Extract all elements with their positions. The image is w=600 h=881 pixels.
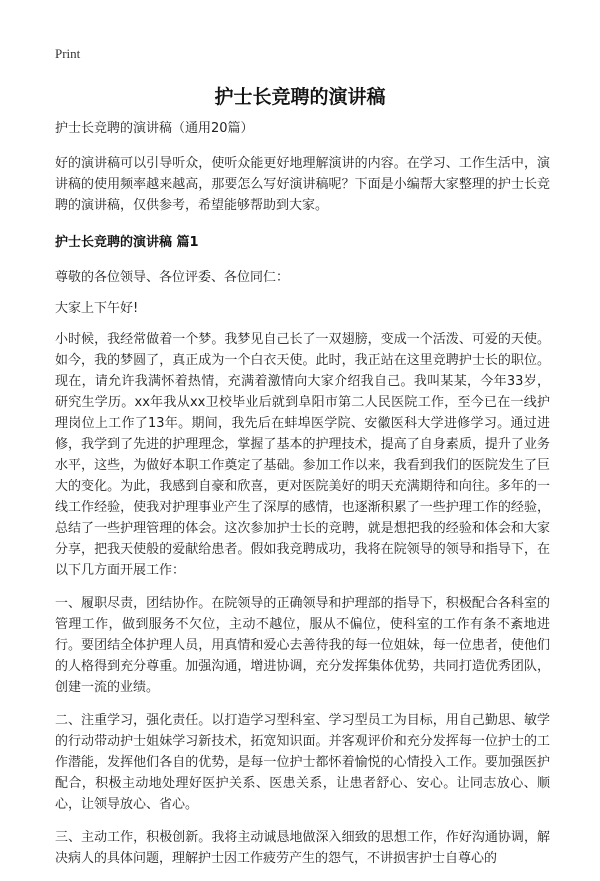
- body-paragraph-1: 小时候，我经常做着一个梦。我梦见自己长了一双翅膀，变成一个活泼、可爱的天使。如今，我的梦圆了，真正成为一个白衣天使。此时，我正站在这里竞聘护士长的职位。现在，请允许我满怀着热情，充满着激情向大家介绍我自己。我叫某某，今年33岁，研究生学历。xx年我从xx卫校毕业后就到阜阳市第二人民医院工作，至今已在一线护理岗位上工作了13年。期间，我先后在蚌埠医学院、安徽医科大学进修学习。通过进修，我学到了先进的护理理念，掌握了基本的护理技术，提高了自身素质，提升了业务水平，这些，为做好本职工作奠定了基础。参加工作以来，我看到我们的医院发生了巨大的变化。为此，我感到自豪和欣喜，更对医院美好的明天充满期待和向往。多年的一线工作经验，使我对护理事业产生了深厚的感情，也逐渐积累了一些护理工作的经验，总结了一些护理管理的体会。这次参加护士长的竞聘，就是想把我的经验和体会和大家分享，把我天使般的爱献给患者。假如我竞聘成功，我将在院领导的领导和指导下，在以下几方面开展工作：: [55, 332, 550, 578]
- salutation: 尊敬的各位领导、各位评委、各位同仁：: [55, 270, 290, 285]
- document-subtitle: 护士长竞聘的演讲稿（通用20篇）: [55, 121, 254, 136]
- section-heading: 护士长竞聘的演讲稿 篇1: [55, 235, 199, 250]
- intro-paragraph: 好的演讲稿可以引导听众，使听众能更好地理解演讲的内容。在学习、工作生活中，演讲稿的使用频率越来越高，那要怎么写好演讲稿呢？下面是小编帮大家整理的护士长竞聘的演讲稿，仅供参考，希望能够帮助到大家。: [55, 156, 550, 213]
- document-body: [55, 118, 550, 881]
- body-paragraph-2: 一、履职尽责，团结协作。在院领导的正确领导和护理部的指导下，积极配合各科室的管理工作，做到服务不欠位，主动不越位，服从不偏位，使科室的工作有条不紊地进行。要团结全体护理人员，用真情和爱心去善待我的每一位姐妹，每一位患者，使他们的人格得到充分尊重。加强沟通，增进协调，充分发挥集体优势，共同打造优秀团队，创建一流的业绩。: [55, 596, 550, 695]
- document-title: 护士长竞聘的演讲稿: [214, 86, 386, 108]
- greeting: 大家上下午好!: [55, 301, 139, 316]
- print-link[interactable]: Print: [55, 46, 81, 61]
- body-paragraph-3: 二、注重学习，强化责任。以打造学习型科室、学习型员工为目标，用自己勤思、敏学的行动带动护士姐妹学习新技术，拓宽知识面。并客观评价和充分发挥每一位护士的工作潜能，发挥他们各自的优势，是每一位护士都怀着愉悦的心情投入工作。要加强医护配合，积极主动地处理好医护关系、医患关系，让患者舒心、安心。让同志放心、顺心，让领导放心、省心。: [55, 713, 550, 812]
- body-paragraph-4: 三、主动工作，积极创新。我将主动诚恳地做深入细致的思想工作，作好沟通协调，解决病人的具体问题，理解护士因工作疲劳产生的怨气，不讲损害护士自尊心的: [55, 830, 550, 866]
